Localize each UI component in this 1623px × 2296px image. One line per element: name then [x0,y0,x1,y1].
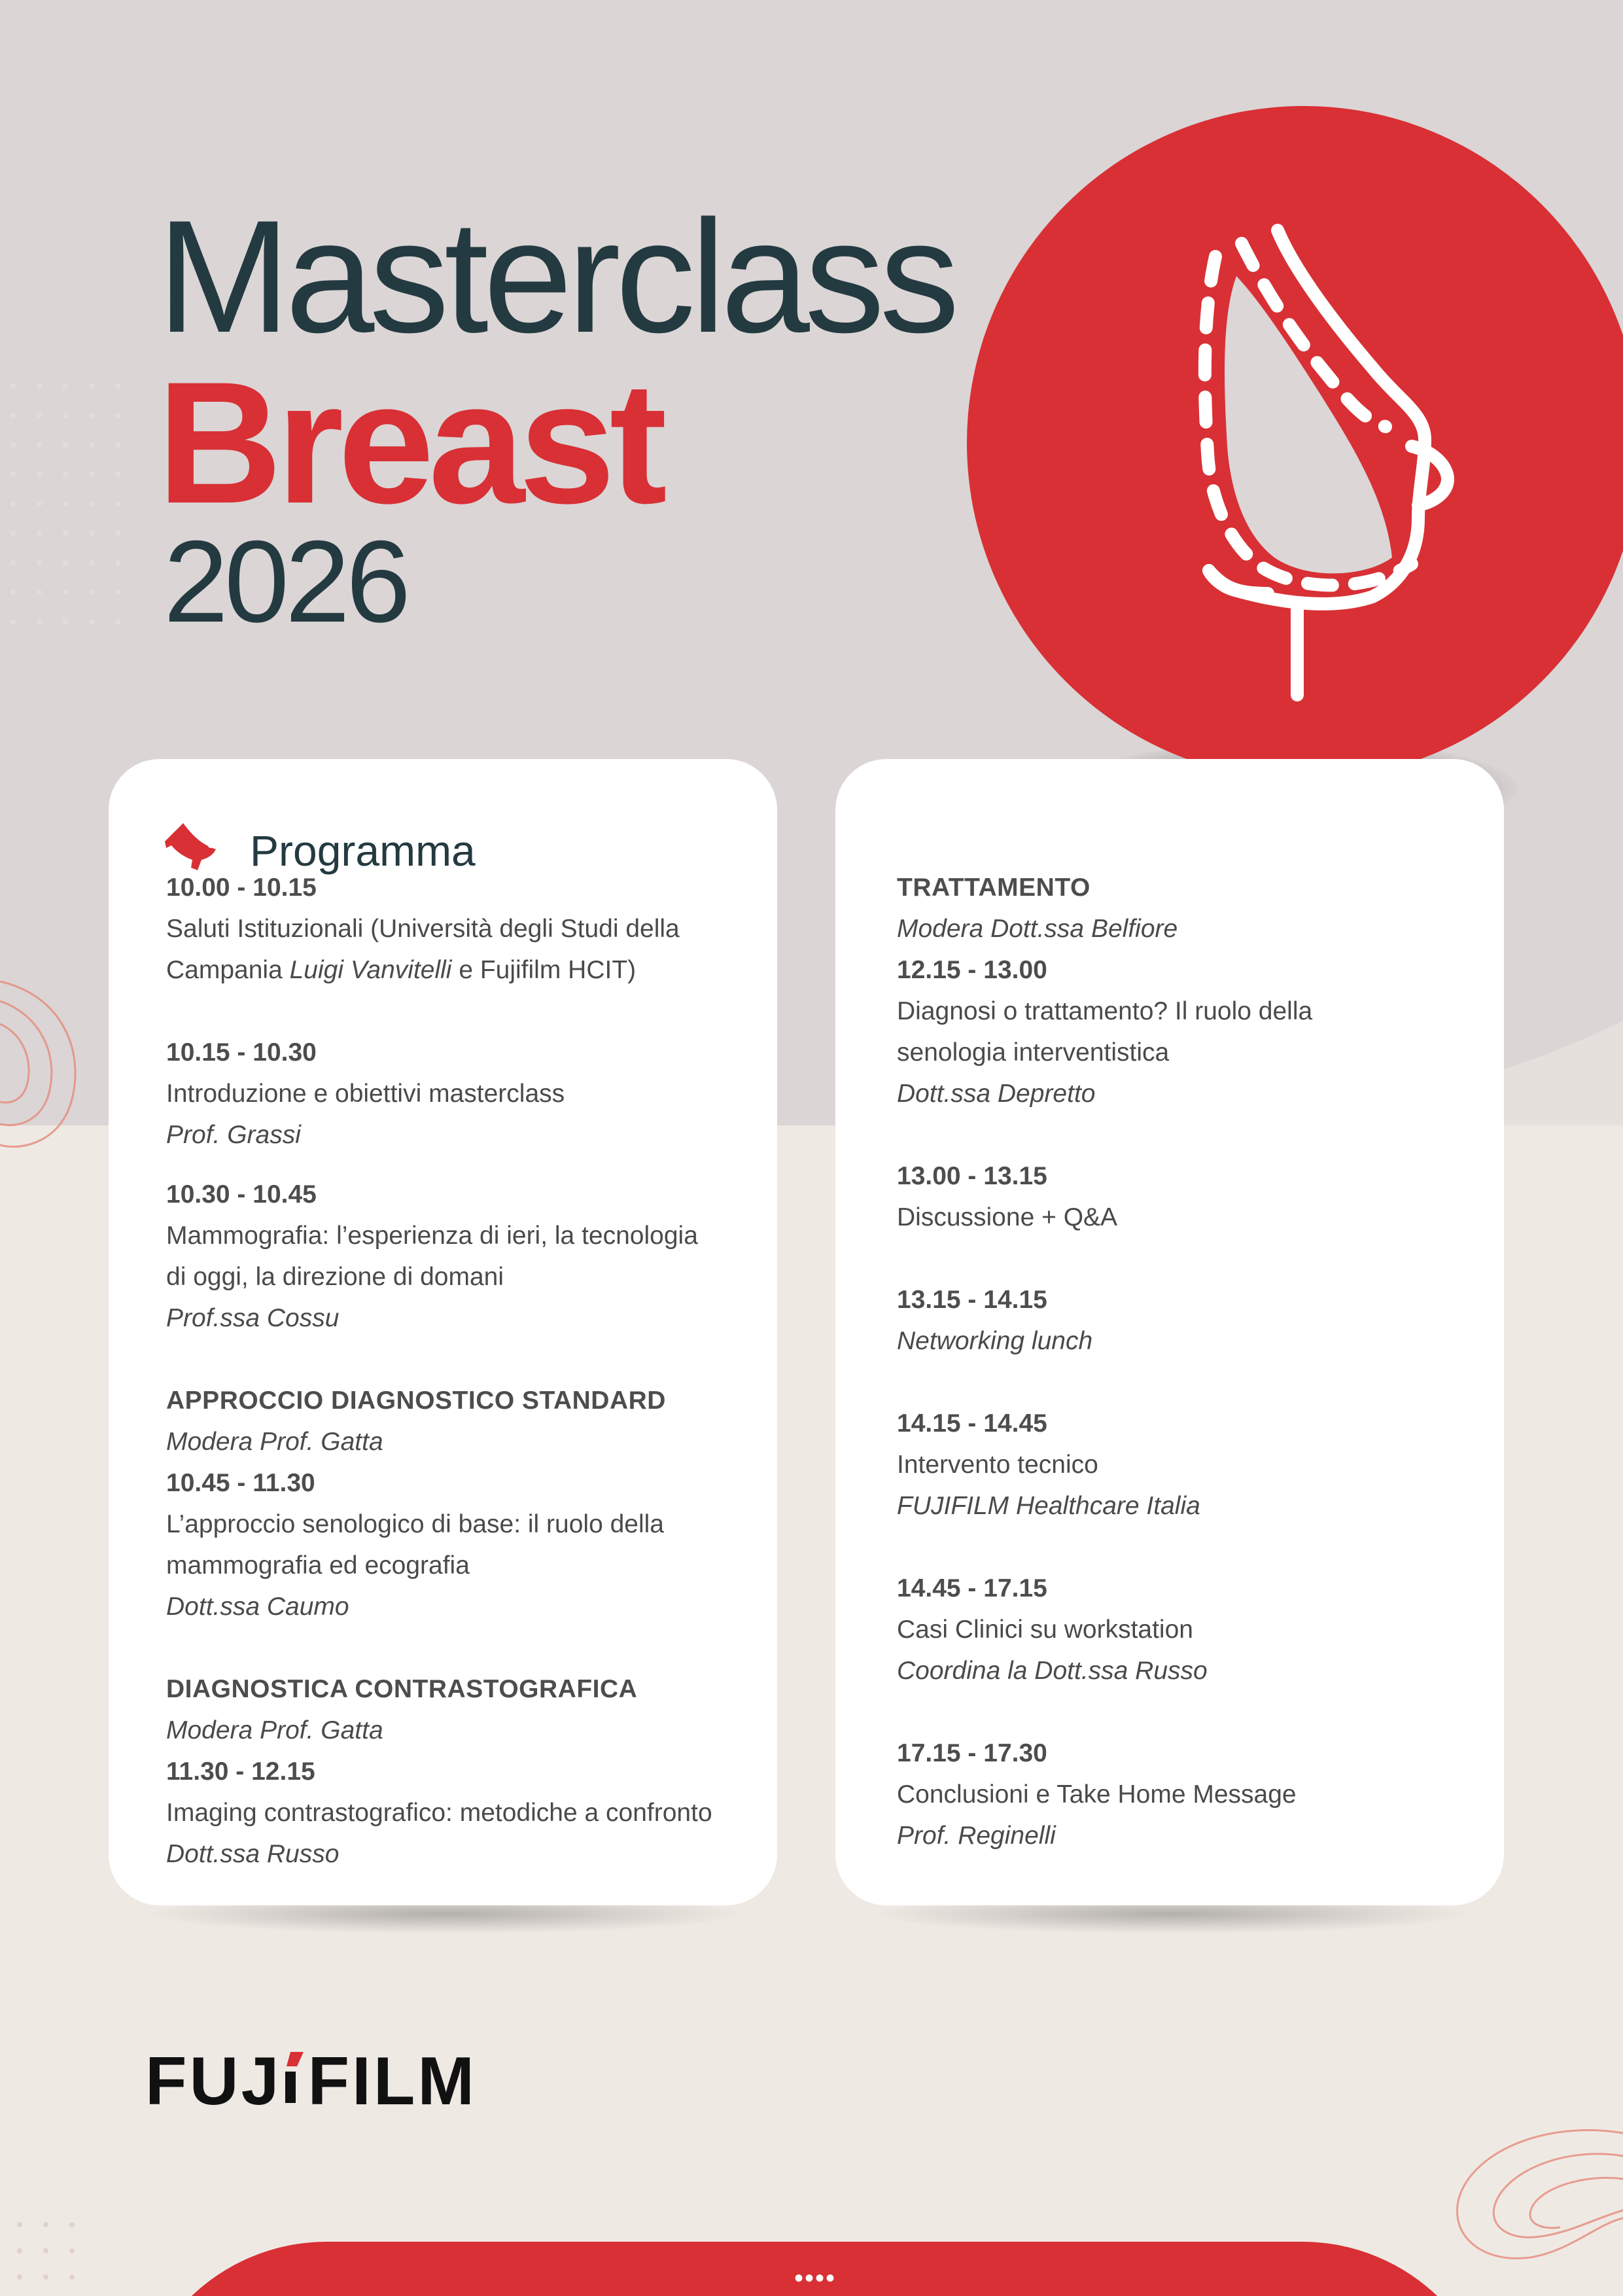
session-title: Intervento tecnico [897,1451,1098,1479]
session-speaker: Prof.ssa Cossu [166,1304,340,1332]
session-title: L’approccio senologico di base: il ruolo della [166,1510,664,1538]
session-time: 10.30 - 10.45 [166,1180,317,1209]
section-heading: APPROCCIO DIAGNOSTICO STANDARD [166,1386,666,1415]
session-title: Casi Clinici su workstation [897,1616,1193,1644]
session-speaker: FUJIFILM Healthcare Italia [897,1492,1200,1520]
programma-card-left [109,759,777,1905]
session-time: 14.15 - 14.45 [897,1409,1047,1438]
title-breast: Breast [157,346,661,540]
section-heading: DIAGNOSTICA CONTRASTOGRAFICA [166,1675,638,1703]
session-title: mammografia ed ecografia [166,1551,470,1580]
session-moderator: Modera Prof. Gatta [166,1428,383,1456]
session-title: Discussione + Q&A [897,1203,1118,1231]
schedule-right [897,867,1312,1856]
session-title: Diagnosi o trattamento? Il ruolo della [897,997,1313,1025]
title-year: 2026 [164,516,407,646]
breast-outline-icon [967,106,1623,780]
session-time: 10.15 - 10.30 [166,1038,317,1067]
logo-text-part1: FUJ [145,2043,282,2119]
session-title: Introduzione e obiettivi masterclass [166,1080,565,1108]
session-title: di oggi, la direzione di domani [166,1263,504,1291]
schedule-left [166,867,712,1875]
session-moderator: Modera Dott.ssa Belfiore [897,915,1178,943]
session-moderator: Modera Prof. Gatta [166,1716,383,1744]
session-speaker: Coordina la Dott.ssa Russo [897,1657,1208,1685]
logo-i-mark-icon [281,2052,307,2104]
session-title: Networking lunch [897,1327,1093,1355]
session-title: Imaging contrastografico: metodiche a confronto [166,1799,712,1827]
session-speaker: Prof. Grassi [166,1121,301,1149]
programma-title: Programma [250,826,476,875]
session-title: senologia interventistica [897,1038,1170,1067]
session-time: 12.15 - 13.00 [897,956,1047,984]
session-title: Saluti Istituzionali (Università degli Studi della [166,915,680,943]
session-title: Conclusioni e Take Home Message [897,1780,1297,1809]
session-time: 10.45 - 11.30 [166,1469,315,1497]
title-masterclass: Masterclass [157,186,954,366]
session-title: Mammografia: l’esperienza di ieri, la tecnologia [166,1222,698,1250]
logo-text-part2: FILM [307,2043,478,2119]
session-time: 13.00 - 13.15 [897,1162,1047,1190]
bottom-bar-dots: •••• [794,2264,837,2293]
session-speaker: Prof. Reginelli [897,1822,1056,1850]
programma-card-right [835,759,1504,1905]
hero-circle [967,106,1623,780]
session-time: 17.15 - 17.30 [897,1739,1047,1767]
session-speaker: Dott.ssa Caumo [166,1593,349,1621]
session-speaker: Dott.ssa Depretto [897,1080,1096,1108]
session-time: 13.15 - 14.15 [897,1286,1047,1314]
section-heading: TRATTAMENTO [897,874,1091,902]
session-title: Campania Luigi Vanvitelli e Fujifilm HCIT) [166,956,637,984]
session-time: 14.45 - 17.15 [897,1574,1047,1602]
fujifilm-logo [145,2043,477,2121]
session-time: 11.30 - 12.15 [166,1757,315,1786]
session-time: 10.00 - 10.15 [166,874,317,902]
session-speaker: Dott.ssa Russo [166,1840,340,1868]
megaphone-icon [165,819,217,872]
